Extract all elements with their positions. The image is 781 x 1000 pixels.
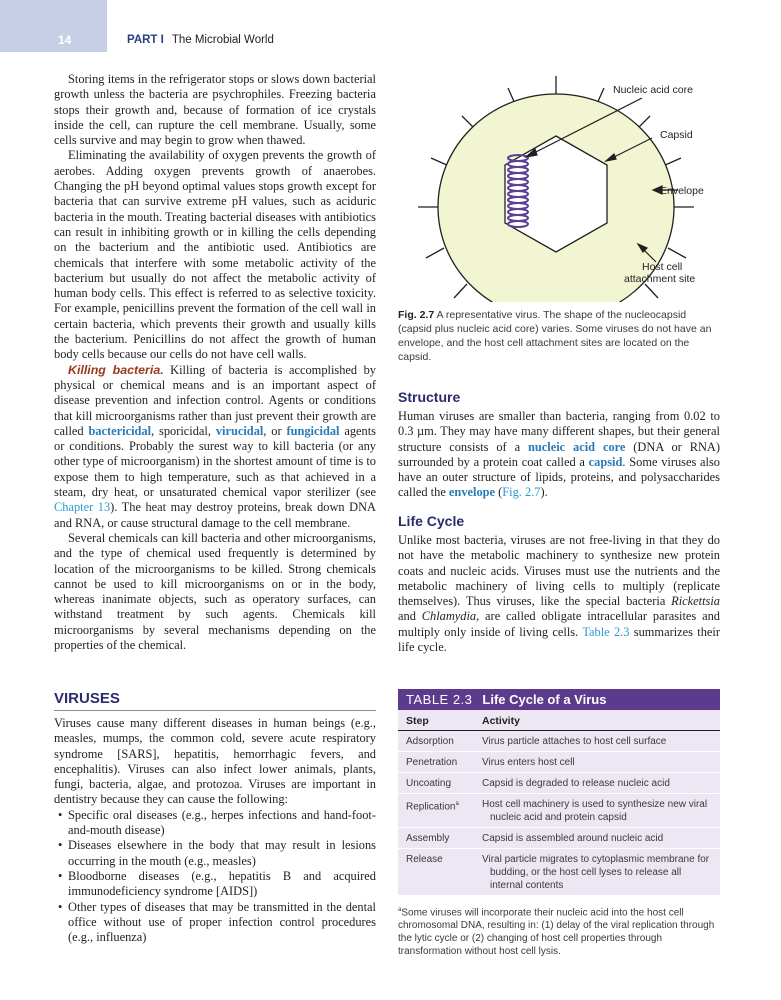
cell-activity [474, 828, 720, 849]
cell-step [398, 773, 474, 794]
step-name: Replication [406, 801, 456, 813]
cell-activity [474, 849, 720, 896]
part-title: The Microbial World [171, 34, 274, 46]
text-run: , or [263, 423, 287, 438]
paragraph-chemicals: Several chemicals can kill bacteria and other microorganisms, and the type of chemical used frequently is determined by location of the microorganisms to be killed. Strong chemicals cannot be used to kill microorganisms on or in the body, whereas inanimate objects, such as operatory surfaces, can withstand treatment by such agents. Chemicals kill microorganisms by several mechanisms depending on the properties of the chemical. [54, 530, 376, 652]
text-run: agents or conditions. Probably the surest way to kill bacteria (or any other type of microorganism) in the shortest amount of time is to expose them to high temperature, such as that achieved in a steam, dry heat, or unsaturated chemical vapor sterilizer (see [54, 423, 376, 500]
section-heading-viruses: VIRUSES [54, 690, 120, 707]
text-run: summarizes their life cycle. [398, 624, 720, 655]
figure-caption-block [398, 308, 720, 364]
activity-text: Virus particle attaches to host cell surface [482, 736, 667, 747]
column-header-activity: Activity [474, 710, 720, 731]
step-name: Adsorption [406, 736, 454, 747]
table-title-bar [398, 689, 720, 710]
step-name: Penetration [406, 757, 458, 768]
bullet-icon: • [58, 807, 63, 822]
list-item [54, 838, 376, 869]
viruses-bullet-list [54, 808, 376, 946]
text-run: ). [540, 485, 548, 500]
text-run: Human viruses are smaller than bacteria, ranging from 0.02 to 0.3 µm. They may have many different shapes, but their general structure consists of a [398, 409, 720, 454]
list-item [54, 869, 376, 900]
table-row [398, 773, 720, 794]
cell-step [398, 849, 474, 896]
lifecycle-section [398, 513, 720, 655]
table-row [398, 849, 720, 896]
label-capsid: Capsid [660, 129, 693, 141]
paragraph-viruses-intro: Viruses cause many different diseases in human beings (e.g., measles, mumps, the common cold, severe acute respiratory syndrome [SARS], hepatitis, hemorrhagic fevers, and encephalitis). Viruses can also infect lower animals, plants, fungi, bacteria, algae, and protozoa. Viruses are important in dentistry because they can cause the following: [54, 716, 376, 807]
table-life-cycle [398, 689, 720, 958]
cell-activity [474, 752, 720, 773]
runin-killing-bacteria: Killing bacteria. [68, 362, 164, 377]
paragraph-killing-bacteria [54, 363, 376, 531]
term-envelope: envelope [448, 485, 496, 500]
life-cycle-table [398, 710, 720, 896]
step-name: Uncoating [406, 778, 452, 789]
text-run: . Some viruses also have an outer structure of lipids, proteins, and polysaccharides called the [398, 454, 720, 500]
footnote-marker: a [398, 907, 402, 913]
text-run: are called obligate intracellular parasites and multiply only inside of living cells. [398, 609, 720, 639]
bullet-icon: • [58, 838, 63, 853]
cell-step [398, 828, 474, 849]
column-header-step: Step [398, 710, 474, 731]
table-footnote [398, 904, 720, 958]
activity-text: Capsid is degraded to release nucleic acid [482, 778, 670, 789]
paragraph-structure [398, 409, 720, 501]
cell-activity [474, 731, 720, 752]
running-head [127, 34, 274, 46]
text-run: , sporicidal, [151, 423, 216, 438]
table-header-row [398, 710, 720, 731]
term-fungicidal: fungicidal [286, 423, 340, 438]
subheading-structure: Structure [398, 389, 461, 405]
footnote-text: Some viruses will incorporate their nucleic acid into the host cell chromosomal DNA, resulting in: (1) delay of the viral replication through the lytic cycle or (2) changing of host cell properties through transformation without host cell lysis. [398, 907, 715, 958]
header-band [0, 0, 107, 52]
link-table-2-3[interactable]: Table 2.3 [582, 624, 630, 639]
term-nucleic-acid-core: nucleic acid core [527, 439, 626, 454]
list-item [54, 808, 376, 839]
subheading-life-cycle: Life Cycle [398, 513, 465, 529]
label-envelope: Envelope [660, 185, 704, 197]
caption-text: A representative virus. The shape of the nucleocapsid (capsid plus nucleic acid core) varies. Some viruses do not have an envelope, and the host cell attachment sites are located on the capsid. [398, 309, 712, 363]
list-item-text: Diseases elsewhere in the body that may result in lesions occurring in the mouth (e.g., measles) [68, 838, 376, 868]
structure-section [398, 389, 720, 501]
genus-rickettsia: Rickettsia [671, 594, 720, 609]
step-name: Release [406, 854, 443, 865]
genus-chlamydia: Chlamydia, [421, 609, 480, 624]
list-item [54, 900, 376, 946]
figure-caption [398, 308, 720, 364]
link-fig-2-7[interactable]: Fig. 2.7 [502, 485, 541, 500]
section-rule [54, 710, 376, 711]
cell-step [398, 752, 474, 773]
cell-activity [474, 773, 720, 794]
label-nucleic-acid-core: Nucleic acid core [613, 84, 693, 96]
viruses-column [54, 716, 376, 945]
text-run: ( [495, 485, 503, 500]
table-row [398, 752, 720, 773]
list-item-text: Specific oral diseases (e.g., herpes infections and hand-foot-and-mouth disease) [68, 807, 376, 838]
activity-text: Capsid is assembled around nucleic acid [482, 833, 664, 844]
term-bactericidal: bactericidal [88, 423, 152, 438]
label-host-cell: Host cell [642, 261, 683, 273]
step-name: Assembly [406, 833, 450, 844]
activity-text: Host cell machinery is used to synthesize new viral nucleic acid and protein capsid [482, 799, 708, 823]
virus-diagram [398, 70, 720, 302]
cell-activity [474, 794, 720, 828]
text-run: (DNA or RNA) surrounded by a protein coat called a [398, 439, 720, 469]
list-item-text: Bloodborne diseases (e.g., hepatitis B and acquired immunodeficiency syndrome [AIDS]) [68, 868, 376, 899]
list-item-text: Other types of diseases that may be transmitted in the dental office without use of proper infection control procedures (e.g., influenza) [68, 899, 376, 945]
cell-step [398, 794, 474, 828]
text-run: Unlike most bacteria, viruses are not free-living in that they do not have the metabolic machinery to synthesize new protein coats and nucleic acids. Viruses must use the nutrients and the metabolic machinery of living cells to multiply (replicate themselves). Thus viruses, like the special bacteria [398, 533, 720, 609]
table-row [398, 828, 720, 849]
page-number: 14 [58, 33, 72, 47]
bullet-icon: • [58, 899, 63, 914]
bullet-icon: • [58, 868, 63, 883]
table-row [398, 731, 720, 752]
label-attachment-site: attachment site [624, 273, 696, 285]
table-row [398, 794, 720, 828]
table-title: Life Cycle of a Virus [482, 692, 607, 707]
paragraph-life-cycle [398, 533, 720, 655]
left-column [54, 72, 376, 653]
activity-text: Virus enters host cell [482, 757, 575, 768]
text-run: and [398, 609, 422, 624]
activity-text: Viral particle migrates to cytoplasmic membrane for budding, or the host cell lyses to release all internal contents [482, 854, 710, 891]
paragraph-oxygen: Eliminating the availability of oxygen prevents the growth of aerobes. Adding oxygen prevents growth of anaerobes. Changing the pH beyond optimal values stops growth except for bacteria that can survive extreme pH values, such as aciduric bacteria in the mouth. Treating bacterial diseases with antibiotics can result in inhibiting growth or in killing the cells depending on the bacterium and the antibiotic used. Antibiotics are chemicals that interfere with some metabolic activity of the bacterium but usually do not affect the metabolic activity of human body cells. This effect is referred to as selective toxicity. For example, penicillins prevent the formation of the cell wall in certain bacteria, which prevents their growth and usually kills the bacterium. Penicillins do not affect the growth of human body cells because our cells do not have cell walls. [54, 148, 376, 362]
term-virucidal: virucidal [215, 423, 264, 438]
link-chapter-13[interactable]: Chapter 13 [54, 500, 111, 515]
text-run: Killing of bacteria is accomplished by physical or chemical means and is an important aspect of disease prevention and infection control. Agents or conditions that kill microorganisms rather than just prevent their growth are called [54, 362, 376, 438]
paragraph-refrigeration: Storing items in the refrigerator stops or slows down bacterial growth unless the bacteria are psychrophiles. Freezing bacteria stops their growth and, because of formation of ice crystals inside the cell, can rupture the cell membrane. Usually, some cells survive and may begin to grow when thawed. [54, 72, 376, 148]
term-capsid: capsid [588, 454, 623, 469]
figure-label: Fig. 2.7 [398, 309, 435, 321]
part-label: PART I [127, 34, 164, 46]
cell-step [398, 731, 474, 752]
text-run: ). The heat may destroy proteins, break down DNA and RNA, or cause structural damage to the cell membrane. [54, 500, 377, 530]
table-label: TABLE 2.3 [406, 692, 473, 707]
footnote-marker: a [455, 801, 459, 807]
